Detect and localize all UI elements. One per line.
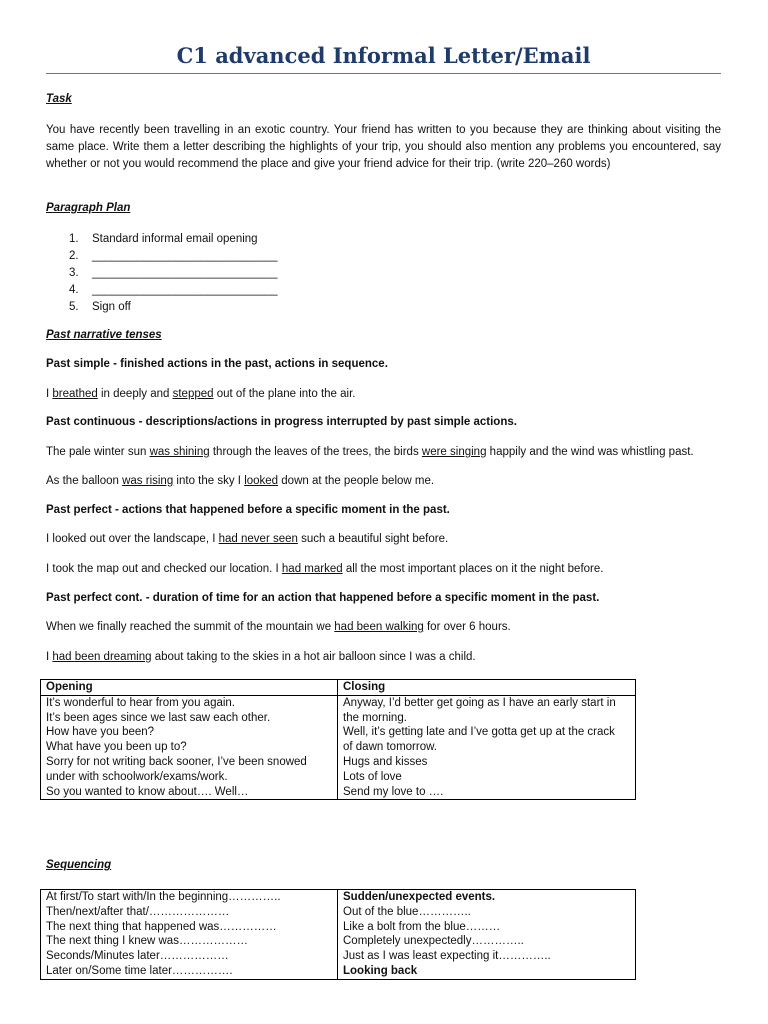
past-perfect-continuous-heading: Past perfect cont. - duration of time for an action that happened before a specific moment in the past.: [46, 592, 600, 604]
opening-phrases: It’s wonderful to hear from you again. It’s been ages since we last saw each other. How have you been? What have you been up to? Sorry for not writing back sooner, I’ve been snowed under with schoolwork/exams/work. So you wanted to know about…. Well…: [41, 695, 338, 800]
plan-heading: Paragraph Plan: [46, 202, 131, 214]
plan-item: 5. Sign off: [69, 301, 131, 313]
past-continuous-example: The pale winter sun was shining through the leaves of the trees, the birds were singing happily and the wind was whistling past.: [46, 446, 694, 458]
past-perfect-continuous-example: When we finally reached the summit of the mountain we had been walking for over 6 hours.: [46, 621, 511, 633]
past-perfect-example: I looked out over the landscape, I had never seen such a beautiful sight before.: [46, 533, 449, 545]
plan-item: 2. _____________________________: [69, 250, 278, 262]
task-text: You have recently been travelling in an exotic country. Your friend has written to you because they are thinking about visiting the same place. Write them a letter describing the highlights of your trip, you should also mention any problems you encountered, say whether or not you would recommend the place and give your friend advice for their trip. (write 220–260 words): [46, 124, 721, 170]
closing-phrases: Anyway, I’d better get going as I have an early start in the morning. Well, it’s getting late and I’ve gotta get up at the crack of dawn tomorrow. Hugs and kisses Lots of love Send my love to ….: [338, 695, 636, 800]
past-continuous-example: As the balloon was rising into the sky I looked down at the people below me.: [46, 475, 435, 487]
sequencing-right-column: Sudden/unexpected events. Out of the blue………….. Like a bolt from the blue……… Completely unexpectedly………….. Just as I was least expecting it………….. Looking back: [338, 890, 636, 980]
past-perfect-heading: Past perfect - actions that happened before a specific moment in the past.: [46, 504, 450, 516]
plan-list: [46, 231, 277, 316]
past-simple-heading: Past simple - finished actions in the past, actions in sequence.: [46, 358, 388, 370]
phrases-table: [40, 679, 636, 800]
plan-item: 1. Standard informal email opening: [69, 233, 258, 245]
tenses-heading: Past narrative tenses: [46, 329, 162, 341]
past-simple-example: I breathed in deeply and stepped out of the plane into the air.: [46, 388, 356, 400]
opening-header: Opening: [41, 680, 338, 696]
sequencing-left-column: At first/To start with/In the beginning………….. Then/next/after that/………………… The next thing that happened was…………… The next thing I knew was……………… Seconds/Minutes later……………… Later on/Some time later…………….: [41, 890, 338, 980]
past-continuous-heading: Past continuous - descriptions/actions in progress interrupted by past simple actions.: [46, 416, 517, 428]
closing-header: Closing: [338, 680, 636, 696]
sequencing-heading: Sequencing: [46, 859, 112, 871]
page-title: C1 advanced Informal Letter/Email: [176, 43, 591, 68]
sequencing-table: [40, 889, 636, 980]
title-rule: [46, 73, 721, 74]
plan-item: 4. _____________________________: [69, 284, 278, 296]
past-perfect-example: I took the map out and checked our location. I had marked all the most important places on it the night before.: [46, 563, 604, 575]
plan-item: 3. _____________________________: [69, 267, 278, 279]
past-perfect-continuous-example: I had been dreaming about taking to the skies in a hot air balloon since I was a child.: [46, 651, 476, 663]
task-heading: Task: [46, 93, 72, 105]
